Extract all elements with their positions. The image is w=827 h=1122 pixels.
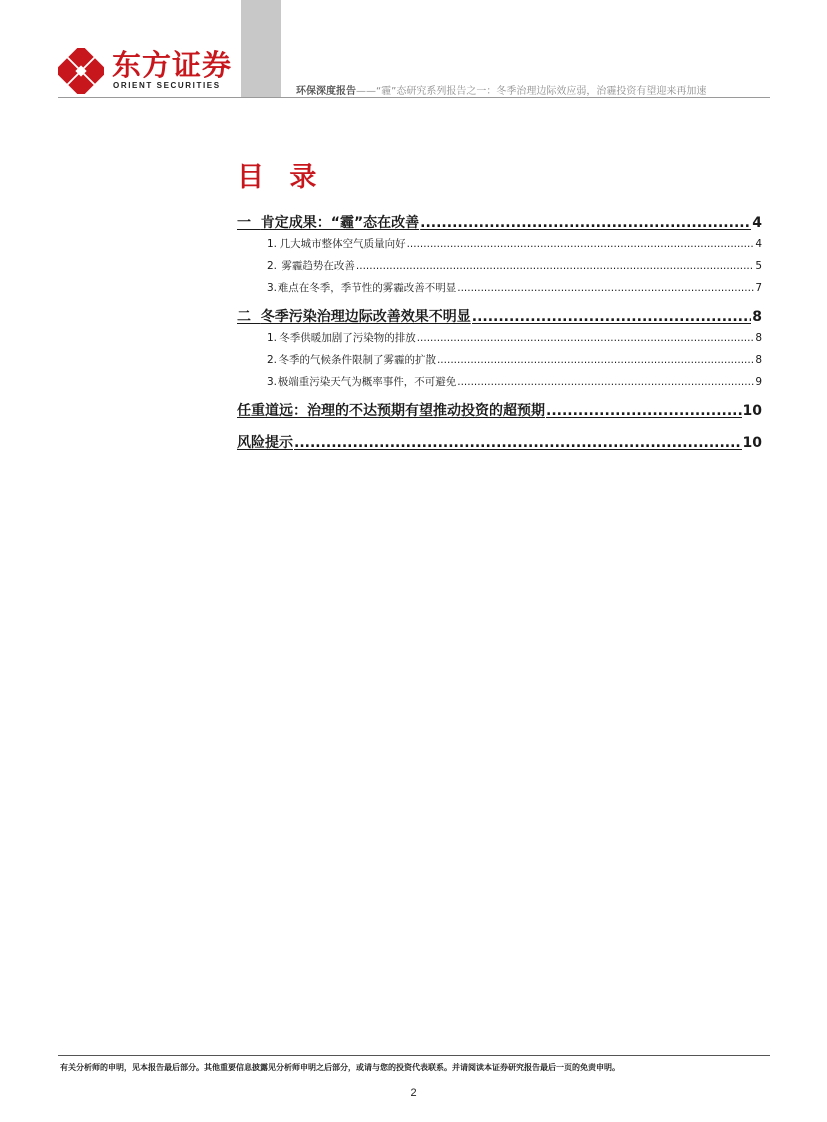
toc-entry-title-text: 难点在冬季，季节性的雾霾改善不明显 xyxy=(277,282,457,294)
toc-entry-title xyxy=(278,280,457,295)
toc-entry-title xyxy=(237,432,293,452)
toc-section-entry[interactable] xyxy=(237,432,762,454)
toc-entry-title-text: 极端重污染天气为概率事件，不可避免 xyxy=(277,376,457,388)
toc-page-number: 5 xyxy=(755,260,762,272)
toc-entry-number: 1. xyxy=(267,238,278,250)
toc-subsection-entry[interactable] xyxy=(237,374,762,392)
toc-entry-title-text: 任重道远：治理的不达预期有望推动投资的超预期 xyxy=(237,403,545,419)
toc-page-number: 8 xyxy=(755,354,762,366)
toc-entry-title-text: 冬季供暖加剧了污染物的排放 xyxy=(279,332,416,344)
toc-section-entry[interactable] xyxy=(237,400,762,422)
toc-entry-title-text: 几大城市整体空气质量向好 xyxy=(279,238,406,250)
report-series-title: ——“霾”态研究系列报告之一：冬季治理边际效应弱，治霾投资有望迎来再加速 xyxy=(356,86,707,97)
toc-entry-title xyxy=(237,212,419,232)
toc-leader-dots xyxy=(417,332,755,344)
toc-entry-title xyxy=(278,352,436,367)
footer-divider xyxy=(58,1055,770,1056)
toc-page-number: 9 xyxy=(755,376,762,388)
toc-entry-title xyxy=(280,236,406,251)
toc-entry-number: 二 xyxy=(237,309,251,325)
company-logo xyxy=(58,48,233,94)
toc-subsection-entry[interactable] xyxy=(237,352,762,370)
logo-chinese-name: 东方证券 xyxy=(112,48,233,82)
toc-page-number: 7 xyxy=(755,282,762,294)
page-number: 2 xyxy=(410,1087,417,1099)
toc-page-number: 8 xyxy=(755,332,762,344)
toc-entry-number: 3. xyxy=(267,376,278,388)
toc-page-number: 4 xyxy=(752,215,762,231)
toc-subsection-entry[interactable] xyxy=(237,258,762,276)
toc-entry-number: 一 xyxy=(237,215,251,231)
logo-english-name: ORIENT SECURITIES xyxy=(113,81,221,90)
toc-entry-title-text: 雾霾趋势在改善 xyxy=(281,260,355,272)
toc-subsection-entry[interactable] xyxy=(237,280,762,298)
toc-section-entry[interactable] xyxy=(237,212,762,234)
toc-entry-number: 1. xyxy=(267,332,278,344)
toc-subsection-entry[interactable] xyxy=(237,236,762,254)
toc-page-number: 10 xyxy=(742,435,762,451)
toc-entry-title xyxy=(237,306,471,326)
toc-leader-dots xyxy=(407,238,755,250)
toc-entry-title xyxy=(279,330,416,345)
header-gray-band xyxy=(241,0,281,97)
toc-entry-number: 2. xyxy=(267,260,278,272)
header-divider xyxy=(58,97,770,98)
toc-page-number: 10 xyxy=(742,403,762,419)
report-type: 环保深度报告 xyxy=(296,86,356,97)
footer-disclaimer: 有关分析师的申明，见本报告最后部分。其他重要信息披露见分析师申明之后部分，或请与您的投资代表联系。并请阅读本证券研究报告最后一页的免责申明。 xyxy=(60,1063,620,1072)
toc-entry-number: 2. xyxy=(267,354,278,366)
toc-entry-number: 3. xyxy=(267,282,278,294)
toc-leader-dots xyxy=(437,354,754,366)
toc-entry-title-text: 肯定成果：“霾”态在改善 xyxy=(260,215,420,231)
report-header-title xyxy=(296,82,706,97)
toc-page-number: 8 xyxy=(752,309,762,325)
toc-leader-dots xyxy=(420,215,751,231)
toc-leader-dots xyxy=(457,376,754,388)
toc-entry-title-text: 冬季的气候条件限制了雾霾的扩散 xyxy=(278,354,436,366)
toc-leader-dots xyxy=(472,309,752,325)
toc-entry-title xyxy=(237,400,545,420)
toc-entry-title-text: 风险提示 xyxy=(237,435,293,451)
toc-leader-dots xyxy=(294,435,742,451)
toc-leader-dots xyxy=(546,403,742,419)
toc-section-entry[interactable] xyxy=(237,306,762,328)
toc-entry-title xyxy=(278,374,457,389)
toc-leader-dots xyxy=(457,282,754,294)
toc-heading: 目 录 xyxy=(237,162,325,193)
toc-subsection-entry[interactable] xyxy=(237,330,762,348)
toc-page-number: 4 xyxy=(755,238,762,250)
toc-entry-title-text: 冬季污染治理边际改善效果不明显 xyxy=(260,309,471,325)
toc-leader-dots xyxy=(356,260,754,272)
orient-logo-icon xyxy=(58,48,104,94)
toc-entry-title xyxy=(281,258,355,273)
